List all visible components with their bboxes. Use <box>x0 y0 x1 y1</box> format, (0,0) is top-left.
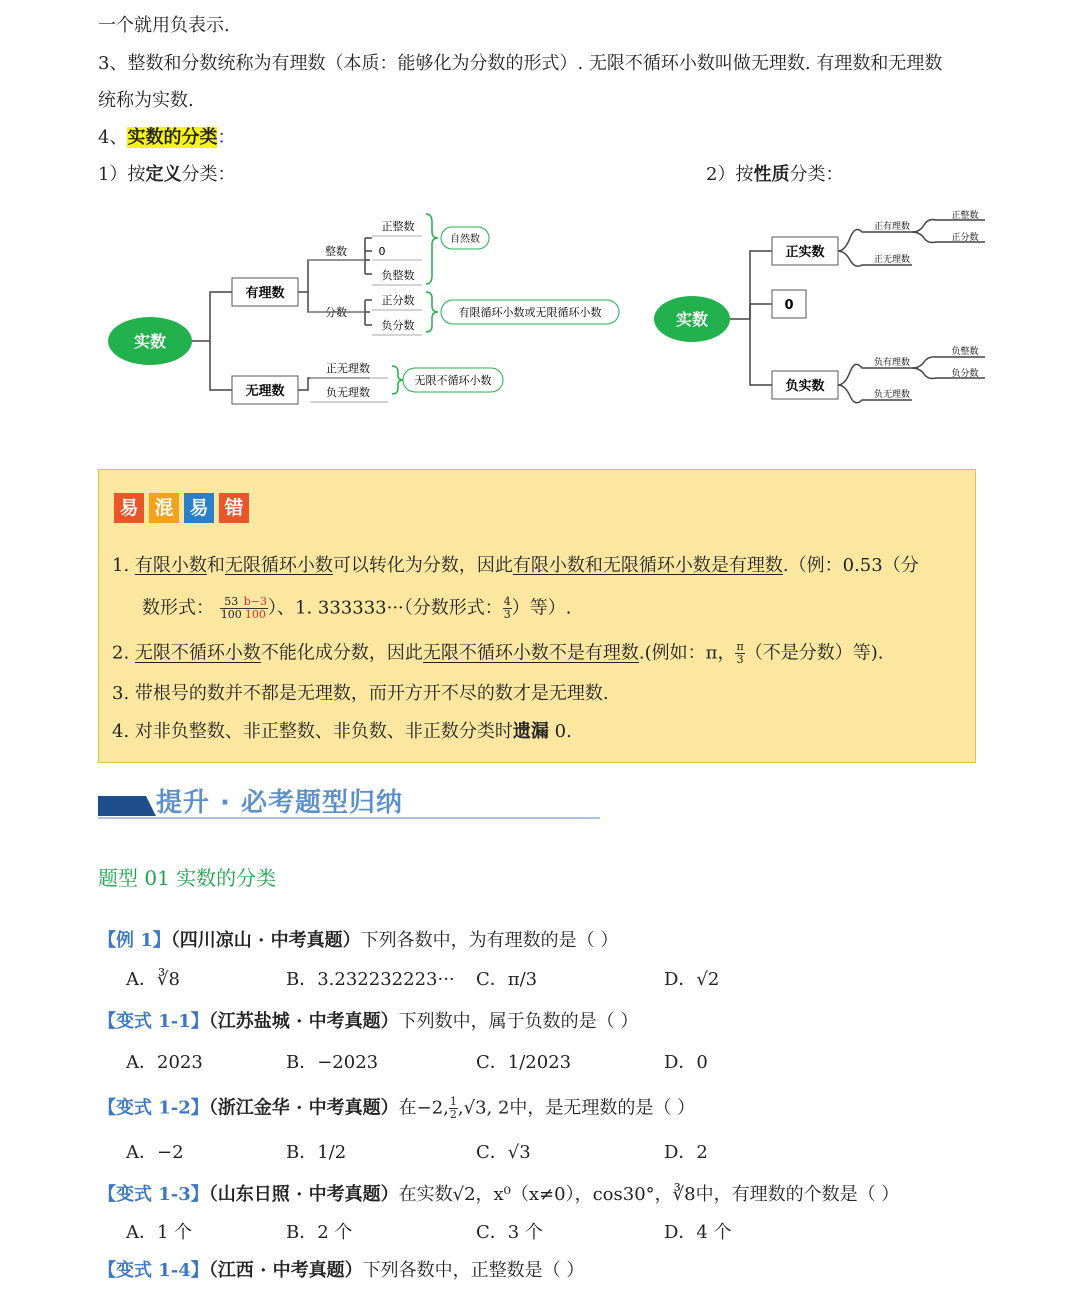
svg-text:负无理数: 负无理数 <box>873 390 911 400</box>
intro-line-0: 一个就用负表示. <box>98 15 230 36</box>
tag-yi-2: 易 <box>184 493 214 523</box>
svg-text:负实数: 负实数 <box>785 379 825 394</box>
property-mind-map <box>640 200 1000 420</box>
q2-option-c[interactable]: C．1/2023 <box>476 1052 572 1073</box>
tag-cuo: 错 <box>219 493 249 523</box>
svg-text:负整数: 负整数 <box>381 269 415 282</box>
svg-text:负分数: 负分数 <box>381 319 415 332</box>
svg-text:正整数: 正整数 <box>951 211 979 221</box>
question-variant-1-4: 【变式 1-4】（江西 · 中考真题）下列各数中，正整数是（ ） <box>98 1260 585 1281</box>
mistake-4: 4. 对非负整数、非正整数、非负数、非正数分类时遗漏 0. <box>112 721 572 742</box>
svg-text:负分数: 负分数 <box>951 369 979 379</box>
definition-mind-map <box>0 200 640 420</box>
mistake-1-line2: 数形式： $\frac{53}{100}$ $\frac{b-3}{100}$ ）、1. 333333···（分数形式： $\frac{4}{3}$ ）等）. <box>142 595 572 621</box>
svg-text:负有理数: 负有理数 <box>873 358 911 368</box>
fraction-53-100: $\frac{53}{100}$ <box>220 595 242 621</box>
svg-text:0: 0 <box>784 298 794 313</box>
svg-text:正有理数: 正有理数 <box>873 222 911 232</box>
svg-text:正无理数: 正无理数 <box>873 255 911 265</box>
q4-option-d[interactable]: D．4 个 <box>664 1222 732 1243</box>
question-example-1: 【例 1】（四川凉山 · 中考真题）下列各数中，为有理数的是（ ） <box>98 930 619 951</box>
tag-hun: 混 <box>149 493 179 523</box>
by-property-label: 2）按性质分类： <box>706 164 844 185</box>
q1-option-a[interactable]: A．∛8 <box>126 969 180 990</box>
intro-item3-line2: 统称为实数. <box>98 90 194 111</box>
svg-text:无限不循环小数: 无限不循环小数 <box>414 374 492 387</box>
svg-text:自然数: 自然数 <box>450 234 480 245</box>
section-title: 提升 · 必考题型归纳 <box>156 788 403 818</box>
fraction-4-3: $\frac{4}{3}$ <box>503 595 511 621</box>
svg-text:正整数: 正整数 <box>381 220 415 233</box>
svg-text:0: 0 <box>378 245 386 258</box>
q3-option-b[interactable]: B．1/2 <box>286 1142 347 1163</box>
svg-text:负整数: 负整数 <box>951 347 979 357</box>
q2-option-d[interactable]: D．0 <box>664 1052 708 1073</box>
map1-root-label: 实数 <box>133 332 167 351</box>
mistake-1-line1: 1. 有限小数和无限循环小数可以转化为分数，因此有限小数和无限循环小数是有理数.（例：0.53（分 <box>112 555 919 576</box>
mistake-2: 2. 无限不循环小数不能化成分数，因此无限不循环小数不是有理数.(例如：π， $\frac{\pi}{3}$ （不是分数）等). <box>112 640 884 666</box>
q4-option-c[interactable]: C．3 个 <box>476 1222 543 1243</box>
q3-option-d[interactable]: D．2 <box>664 1142 708 1163</box>
svg-text:正实数: 正实数 <box>785 245 825 260</box>
svg-text:正无理数: 正无理数 <box>326 362 370 375</box>
map1-fraction: 分数 <box>325 306 347 319</box>
svg-text:实数: 实数 <box>675 310 709 329</box>
q1-option-b[interactable]: B．3.232232223··· <box>286 969 455 990</box>
q4-option-a[interactable]: A．1 个 <box>126 1222 193 1243</box>
svg-text:有理数: 有理数 <box>245 286 285 301</box>
tag-yi-1: 易 <box>114 493 144 523</box>
question-variant-1-3: 【变式 1-3】（山东日照 · 中考真题）在实数√2，x⁰（x≠0），cos30°，∛8中，有理数的个数是（ ） <box>98 1184 900 1205</box>
svg-text:无理数: 无理数 <box>245 384 285 399</box>
q3-option-c[interactable]: C．√3 <box>476 1142 531 1163</box>
q2-option-b[interactable]: B．−2023 <box>286 1052 379 1073</box>
q1-option-d[interactable]: D．√2 <box>664 969 720 990</box>
q1-option-c[interactable]: C．π/3 <box>476 969 538 990</box>
question-variant-1-1: 【变式 1-1】（江苏盐城 · 中考真题）下列数中，属于负数的是（ ） <box>98 1011 639 1032</box>
topic-title: 题型 01 实数的分类 <box>98 866 277 890</box>
svg-text:负无理数: 负无理数 <box>326 386 370 399</box>
mistake-3: 3. 带根号的数并不都是无理数，而开方开不尽的数才是无理数. <box>112 683 609 704</box>
svg-text:正分数: 正分数 <box>951 233 979 243</box>
map1-integer: 整数 <box>325 245 347 258</box>
svg-text:有限循环小数或无限循环小数: 有限循环小数或无限循环小数 <box>458 306 602 319</box>
svg-text:正分数: 正分数 <box>381 294 415 307</box>
question-variant-1-2: 【变式 1-2】（浙江金华 · 中考真题）在−2, $\frac{1}{2}$ ,√3, 2中，是无理数的是（ ） <box>98 1095 696 1121</box>
item4-highlight-title: 实数的分类 <box>127 127 218 148</box>
intro-item3-line1: 3、整数和分数统称为有理数（本质：能够化为分数的形式）. 无限不循环小数叫做无理数. 有理数和无理数 <box>98 53 943 74</box>
q4-option-b[interactable]: B．2 个 <box>286 1222 353 1243</box>
intro-item4: 4、实数的分类： <box>98 127 236 148</box>
fraction-pi-3: $\frac{\pi}{3}$ <box>736 640 744 666</box>
q2-option-a[interactable]: A．2023 <box>126 1052 203 1073</box>
by-definition-label: 1）按定义分类： <box>98 164 236 185</box>
q3-option-a[interactable]: A．−2 <box>126 1142 184 1163</box>
